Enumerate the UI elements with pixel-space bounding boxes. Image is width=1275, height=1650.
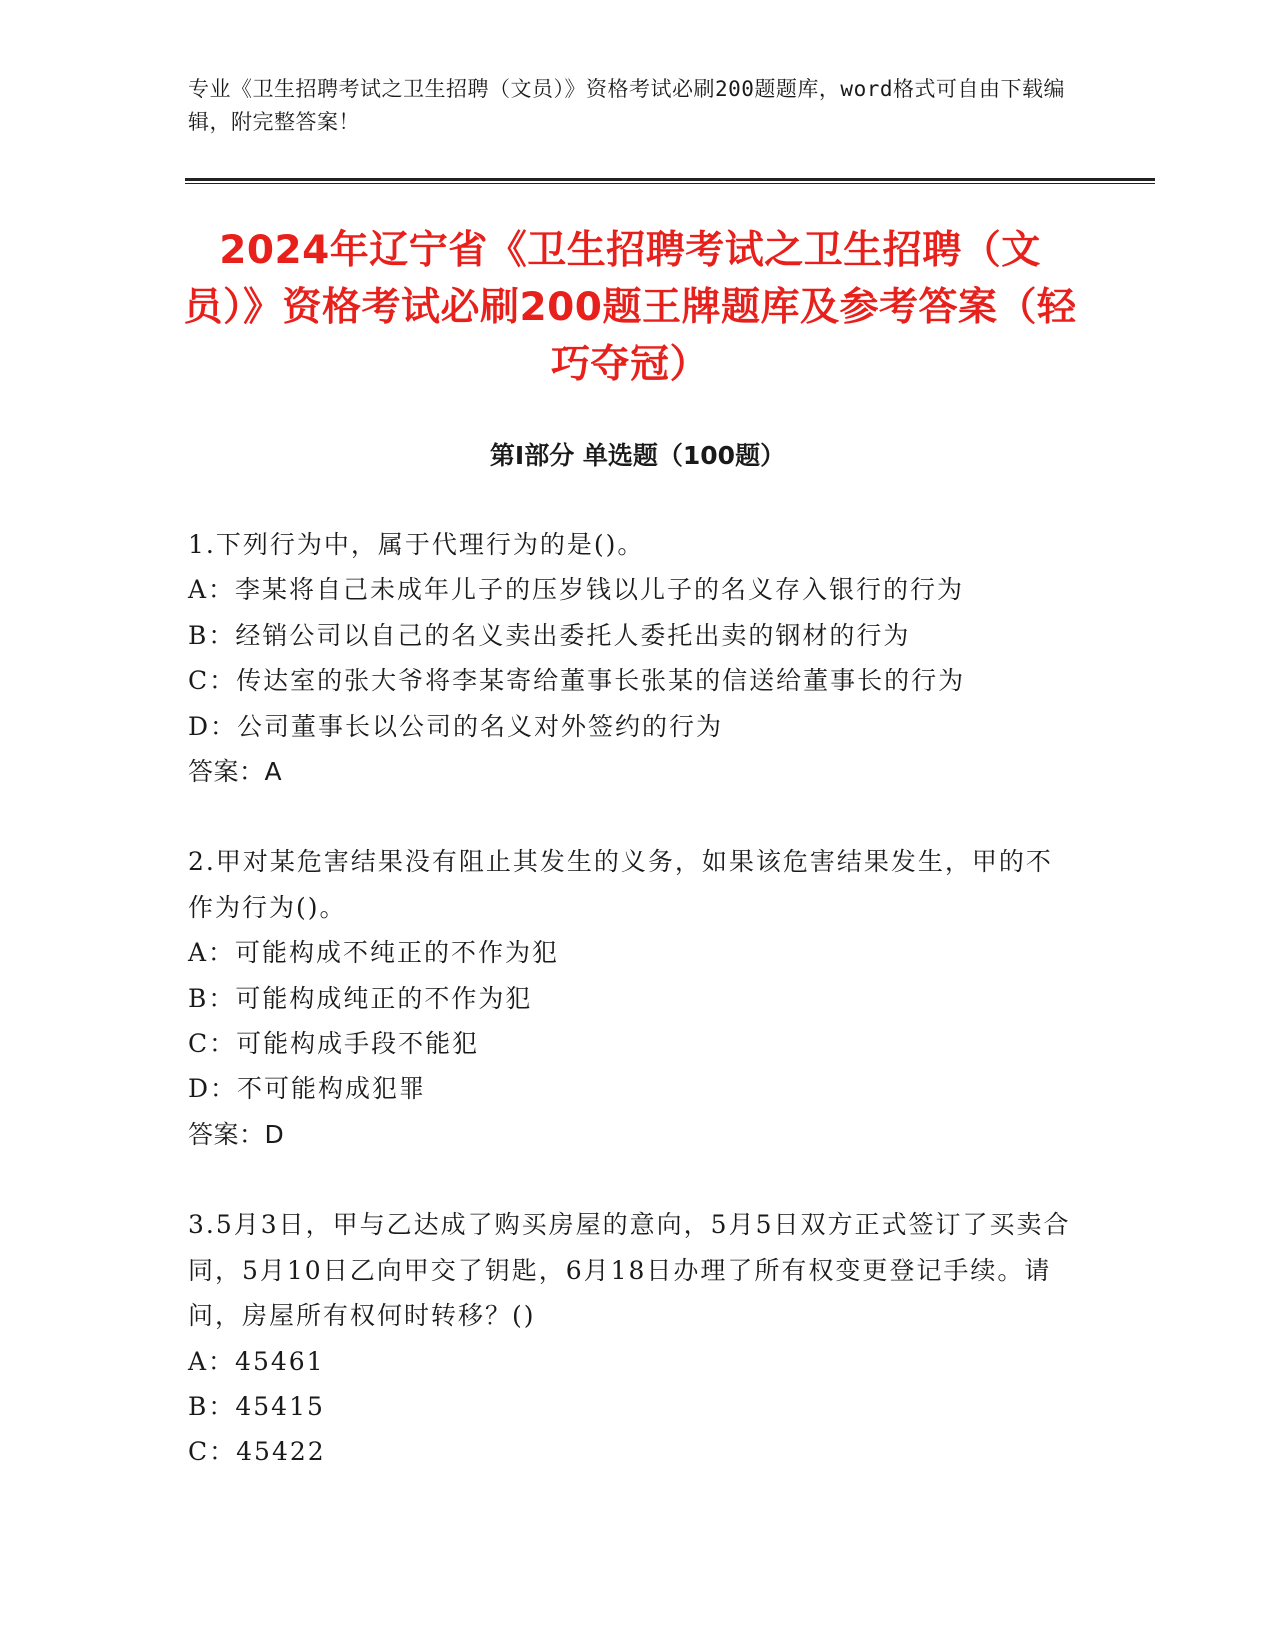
question-3 <box>188 1202 1078 1474</box>
option-c: C：传达室的张大爷将李某寄给董事长张某的信送给董事长的行为 <box>188 666 966 696</box>
option-a: A：45461 <box>188 1346 325 1376</box>
option-a: A：李某将自己未成年儿子的压岁钱以儿子的名义存入银行的行为 <box>188 575 965 605</box>
question-stem: 2.甲对某危害结果没有阻止其发生的义务，如果该危害结果发生，甲的不作为行为()。 <box>188 847 1053 922</box>
answer: 答案：A <box>188 757 283 787</box>
header-divider-thin <box>185 183 1155 184</box>
question-stem: 1.下列行为中，属于代理行为的是()。 <box>188 530 645 559</box>
question-1 <box>188 522 1078 794</box>
option-a: A：可能构成不纯正的不作为犯 <box>188 938 560 968</box>
option-d: D：公司董事长以公司的名义对外签约的行为 <box>188 711 724 741</box>
option-b: B：可能构成纯正的不作为犯 <box>188 983 533 1013</box>
option-b: B：45415 <box>188 1391 325 1421</box>
question-stem: 3.5月3日，甲与乙达成了购买房屋的意向，5月5日双方正式签订了买卖合同，5月10日乙向甲交了钥匙，6月18日办理了所有权变更登记手续。请问，房屋所有权何时转移？() <box>188 1210 1071 1331</box>
document-title: 2024年辽宁省《卫生招聘考试之卫生招聘（文员）》资格考试必刷200题王牌题库及参考答案（轻巧夺冠） <box>183 228 1077 387</box>
question-2 <box>188 839 1078 1157</box>
option-d: D：不可能构成犯罪 <box>188 1074 427 1104</box>
option-b: B：经销公司以自己的名义卖出委托人委托出卖的钢材的行为 <box>188 620 911 650</box>
question-list <box>188 522 1078 1520</box>
answer: 答案：D <box>188 1119 285 1149</box>
header-divider-thick <box>185 178 1155 181</box>
header-note: 专业《卫生招聘考试之卫生招聘（文员）》资格考试必刷200题题库，word格式可自由下载编辑，附完整答案！ <box>188 77 1065 134</box>
option-c: C：45422 <box>188 1437 326 1467</box>
section-title: 第Ⅰ部分 单选题（100题） <box>489 441 786 470</box>
option-c: C：可能构成手段不能犯 <box>188 1029 480 1059</box>
